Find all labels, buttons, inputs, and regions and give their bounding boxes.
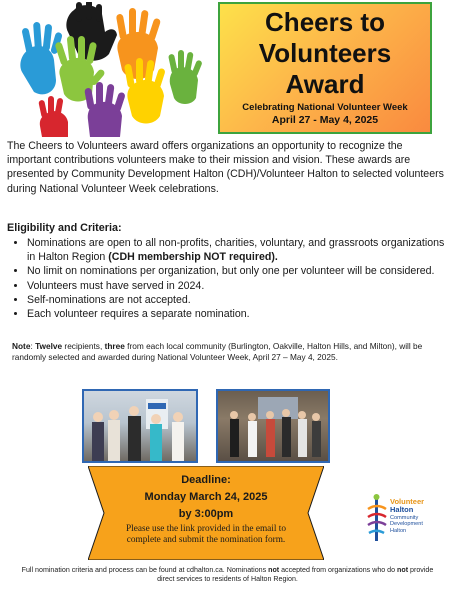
list-item: [27, 236, 447, 264]
list-item: [27, 264, 447, 278]
logo-sub-1: Community: [390, 515, 419, 521]
deadline-time: by 3:00pm: [178, 508, 234, 520]
eligibility-list: [7, 236, 447, 321]
list-item-text: Nominations are open to all non-profits, charities, voluntary, and grassroots organizations in Halton Region: [27, 237, 445, 264]
list-item: [27, 279, 447, 293]
footer-bold: not: [268, 566, 280, 574]
logo-line-1: Volunteer: [390, 497, 425, 506]
footer-text: accepted from organizations who do: [279, 566, 398, 574]
list-item-text: Each volunteer requires a separate nomination.: [27, 308, 250, 321]
note-text: recipients,: [62, 341, 105, 351]
volunteers-group-photo-1: [82, 389, 198, 463]
title-line-3: Award: [285, 69, 365, 99]
title-banner: [218, 2, 432, 134]
deadline-heading: Deadline:: [181, 474, 231, 486]
footer-text: provide direct services to residents of Halton Region.: [157, 566, 434, 584]
list-item: [27, 307, 447, 321]
painted-hands-icon: [6, 2, 206, 137]
note-text: :: [30, 341, 36, 351]
list-item-bold: (CDH membership NOT required).: [108, 251, 278, 264]
title-line-1: Cheers to: [265, 7, 385, 37]
logo-sub-3: Halton: [390, 527, 407, 534]
intro-paragraph: The Cheers to Volunteers award offers organizations an opportunity to recognize the important contributions volunteers make to their mission and vision. These awards are presented by Community Development Halton (CDH)/Volunteer Halton to selected volunteers during National Volunteer Week celebrations.: [7, 140, 444, 195]
note-text: from each local community (Burlington, Oakville, Halton Hills, and Milton), will be randomly selected and awarded during National Volunteer Week, April 27 – May 4, 2025.: [12, 341, 423, 363]
list-item-text: Self-nominations are not accepted.: [27, 293, 191, 306]
note-label: Note: [12, 341, 31, 351]
deadline-instruction: Please use the link provided in the email to complete and submit the nomination form.: [125, 524, 287, 545]
note-bold-three: three: [104, 341, 125, 351]
note-bold-twelve: Twelve: [35, 341, 63, 351]
footer-bold: not: [397, 566, 409, 574]
eligibility-heading: Eligibility and Criteria:: [7, 222, 122, 234]
deadline-banner: [88, 466, 324, 560]
title-line-2: Volunteers: [258, 38, 392, 68]
footer-text: Full nomination criteria and process can be found at cdhalton.ca. Nominations: [21, 566, 269, 574]
list-item-text: No limit on nominations per organization, but only one per volunteer will be considered.: [27, 265, 435, 278]
footer-note: [20, 566, 435, 585]
volunteer-halton-logo-icon: [366, 493, 388, 543]
list-item-text: Volunteers must have served in 2024.: [27, 279, 205, 292]
volunteers-group-photo-2: [216, 389, 330, 463]
logo-line-2: Halton: [390, 505, 414, 514]
logo-sub-2: Development: [390, 521, 423, 528]
note-paragraph: [12, 341, 442, 364]
list-item: [27, 293, 447, 307]
title-dates: April 27 - May 4, 2025: [271, 114, 379, 126]
volunteer-halton-logo: [366, 493, 448, 543]
deadline-date: Monday March 24, 2025: [144, 491, 268, 503]
title-subtitle: Celebrating National Volunteer Week: [242, 102, 408, 113]
